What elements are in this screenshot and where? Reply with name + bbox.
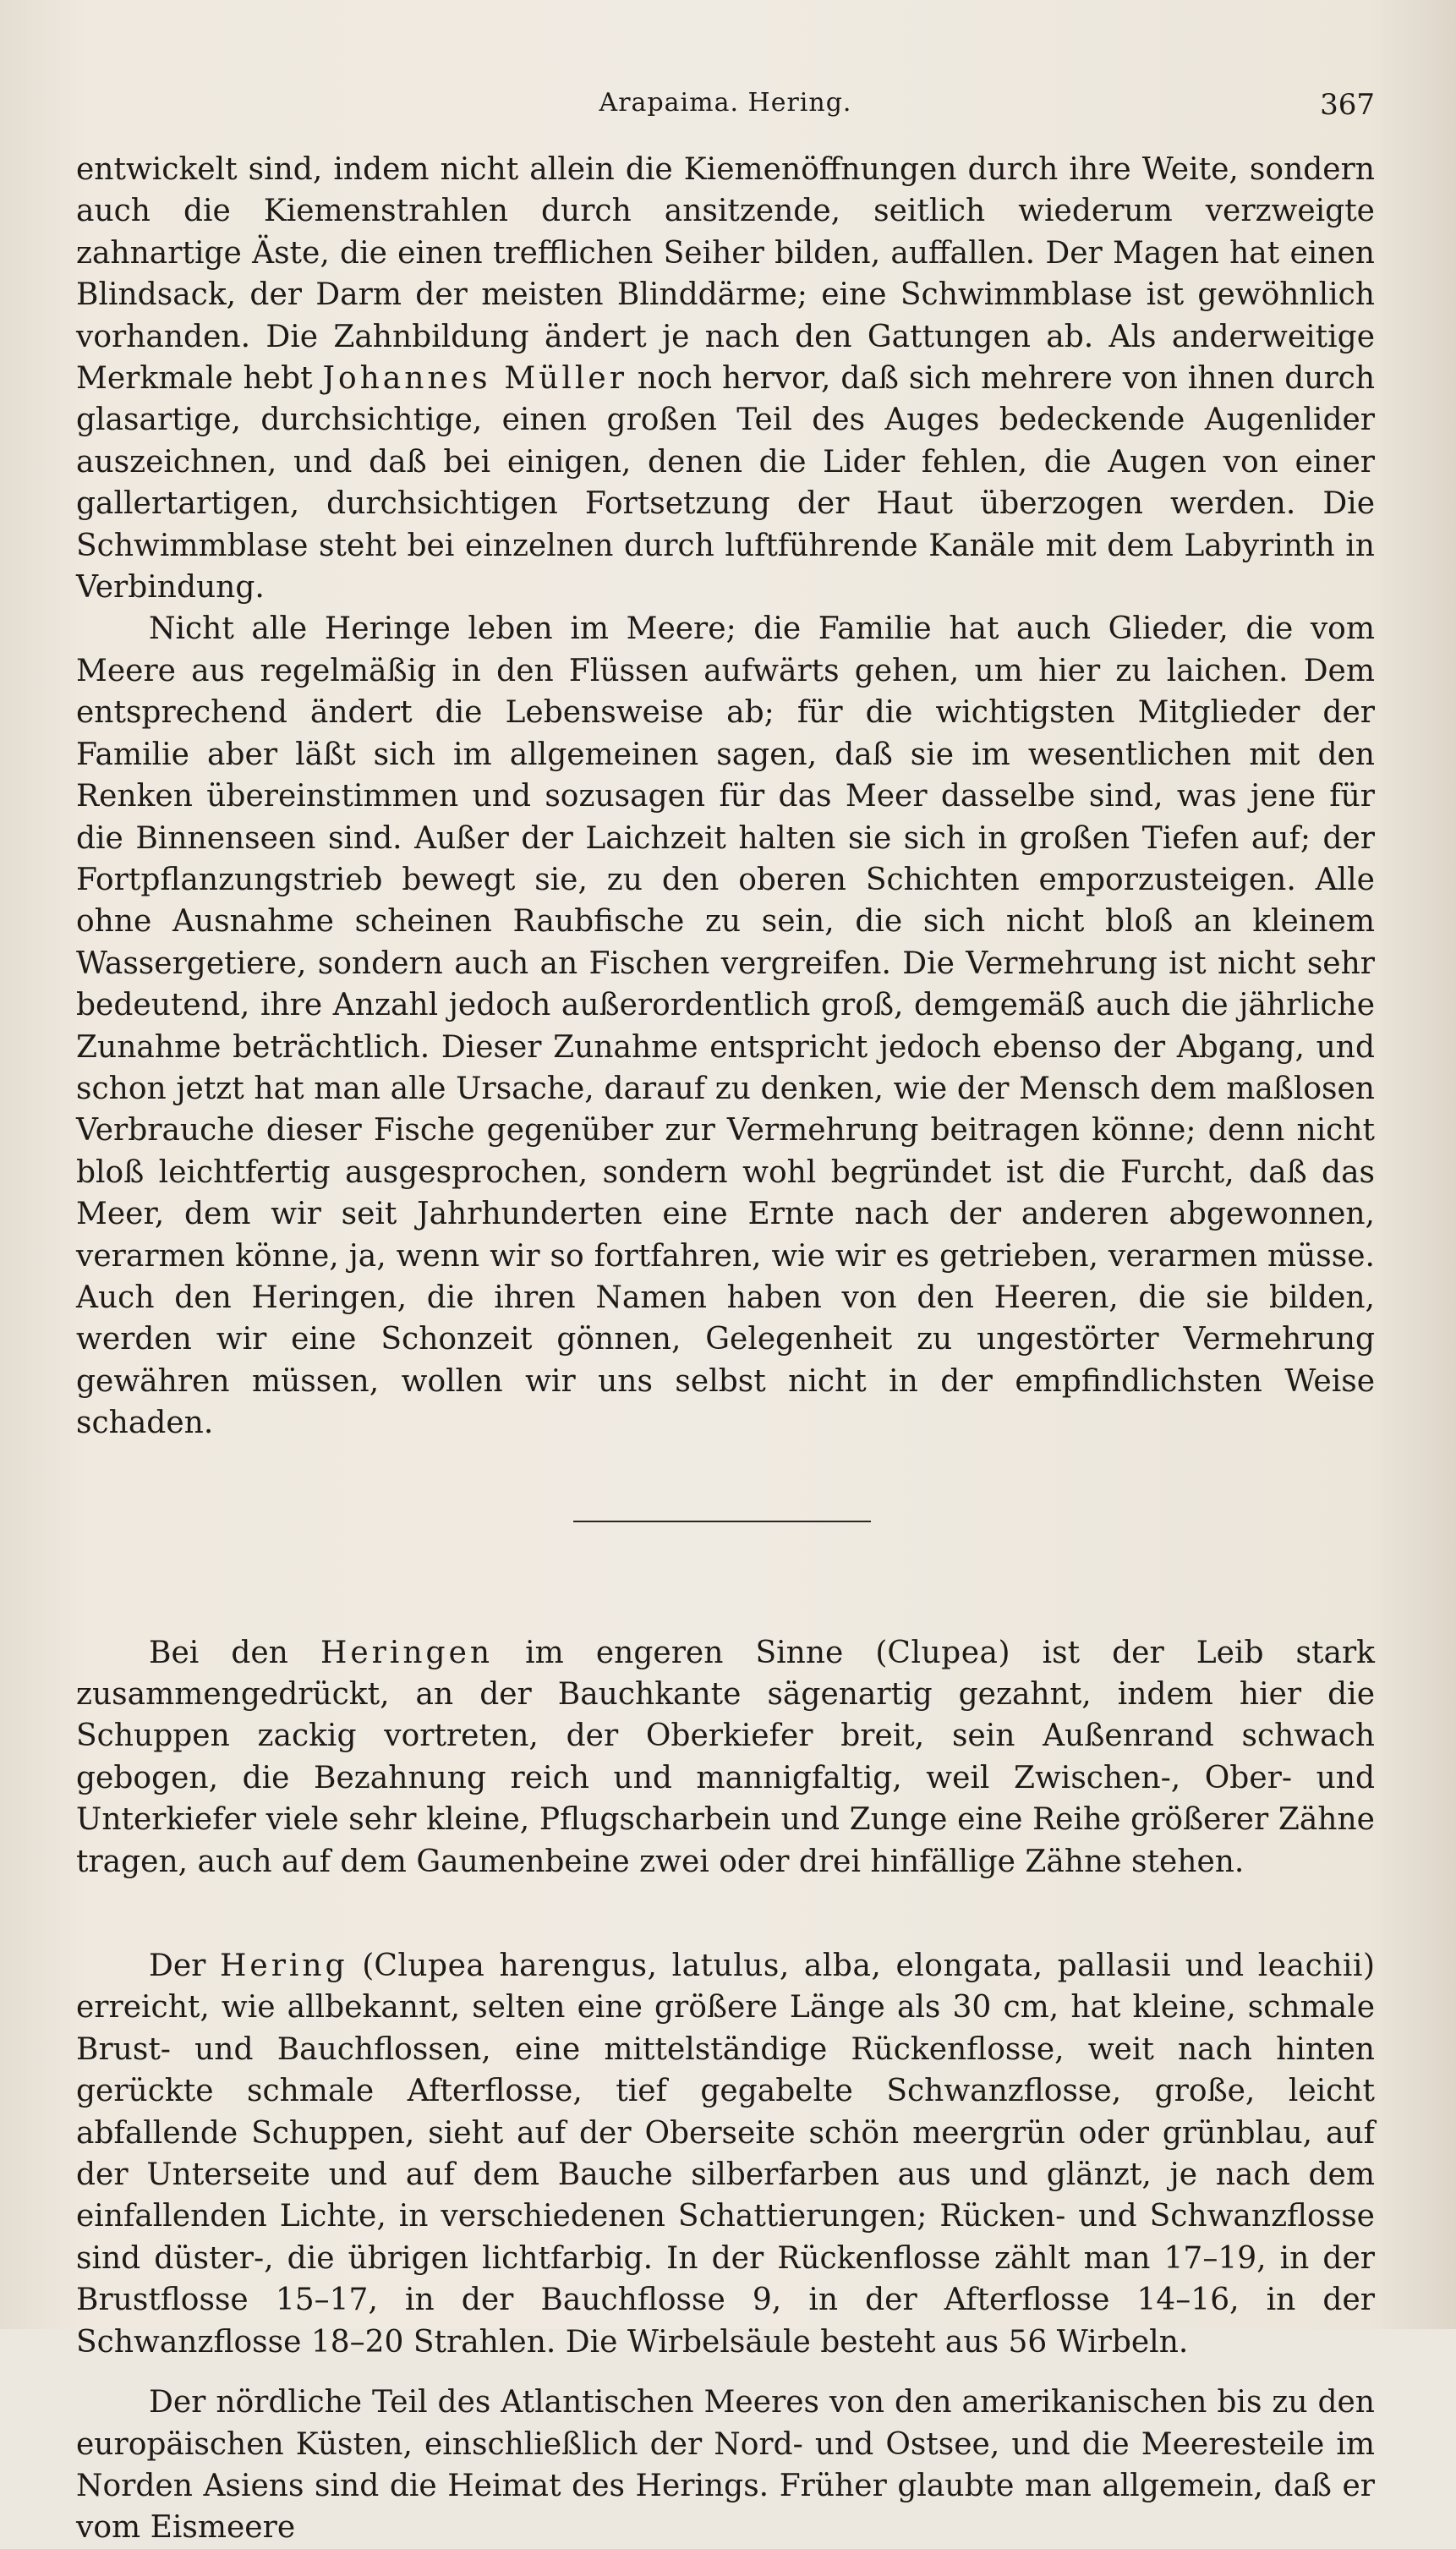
emphasized-term: Hering: [220, 1949, 348, 1984]
page-header: [76, 88, 1375, 129]
page-number: 367: [1320, 88, 1375, 122]
paragraph-clupea-genus: [76, 1632, 1375, 1883]
text-run: ) erreicht, wie allbekannt, selten eine größere Länge als 30 cm, hat kleine, schmale Brust- und Bauchflossen, eine mittelständige Rückenflosse, weit nach hinten gerückte schmale Afterflosse, tief gegabelte Schwanzflosse, große, leicht abfallende Schuppen, sieht auf der Oberseite schön meergrün oder grünblau, auf der Unterseite und auf dem Bauche silberfarben aus und glänzt, je nach dem einfallenden Lichte, in verschiedenen Schattierungen; Rücken- und Schwanzflosse sind düster-, die übrigen lichtfarbig. In der Rückenflosse zählt man 17–19, in der Brustflosse 15–17, in der Bauchflosse 9, in der Afterflosse 14–16, in der Schwanzflosse 18–20 Strahlen. Die Wirbelsäule besteht aus 56 Wirbeln.: [76, 1949, 1375, 2360]
paragraph-gap: [76, 1883, 1375, 1945]
body-text: [76, 149, 1375, 2549]
emphasized-term: Heringen: [320, 1635, 494, 1670]
latin-name: Clupea: [887, 1635, 999, 1670]
paragraph-hering-verbreitung: Der nördliche Teil des Atlantischen Meeres von den amerikanischen bis zu den europäischen Küsten, einschließlich der Nord- und Ostsee, und die Meeresteile im Norden Asiens sind die Heimat des Herings. Früher glaubte man allgemein, daß er vom Eismeere: [76, 2385, 1375, 2546]
section-break: [76, 1444, 1375, 1632]
text-run: und: [1185, 1949, 1245, 1984]
text-run: im engeren Sinne (: [525, 1635, 888, 1670]
section-divider-rule: [573, 1521, 871, 1522]
paragraph-gap: [76, 2363, 1375, 2382]
text-run: Bei den: [149, 1635, 288, 1670]
latin-synonym: leachii: [1257, 1949, 1363, 1984]
paragraph-hering-description: [76, 1945, 1375, 2363]
text-run: noch hervor, daß sich mehrere von ihnen durch glasartige, durchsichtige, einen großen Teil des Auges bedeckende Augenlider auszeichnen, und daß bei einigen, denen die Lider fehlen, die Augen von einer gallertartigen, durchsichtigen Fortsetzung der Haut überzogen werden. Die Schwimmblase steht bei einzelnen durch luftführende Kanäle mit dem Labyrinth in Verbindung.: [76, 361, 1376, 606]
paragraph-continuation: [76, 149, 1375, 608]
text-run: (: [362, 1949, 375, 1984]
paragraph-heringe-lebensweise: Nicht alle Heringe leben im Meere; die Familie hat auch Glieder, die vom Meere aus regelmäßig in den Flüssen aufwärts gehen, um hier zu laichen. Dem entsprechend ändert die Lebensweise ab; für die wichtigsten Mitglieder der Familie aber läßt sich im allgemeinen sagen, daß sie im wesentlichen mit den Renken übereinstimmen und sozusagen für das Meer dasselbe sind, was jene für die Binnenseen sind. Außer der Laichzeit halten sie sich in großen Tiefen auf; der Fortpflanzungstrieb bewegt sie, zu den oberen Schichten emporzusteigen. Alle ohne Ausnahme scheinen Raubfische zu sein, die sich nicht bloß an kleinem Wassergetiere, sondern auch an Fischen vergreifen. Die Vermehrung ist nicht sehr bedeutend, ihre Anzahl jedoch außerordentlich groß, demgemäß auch die jährliche Zunahme beträchtlich. Dieser Zunahme entspricht jedoch ebenso der Abgang, und schon jetzt hat man alle Ursache, darauf zu denken, wie der Mensch dem maßlosen Verbrauche dieser Fische gegenüber zur Vermehrung beitragen könne; denn nicht bloß leichtfertig ausgesprochen, sondern wohl begründet ist die Furcht, daß das Meer, dem wir seit Jahrhunderten eine Ernte nach der anderen abgewonnen, verarmen könne, ja, wenn wir so fortfahren, wie wir es getrieben, verarmen müsse. Auch den Heringen, die ihren Namen haben von den Heeren, die sie bilden, werden wir eine Schonzeit gönnen, Gelegenheit zu ungestörter Vermehrung gewähren müssen, wollen wir uns selbst nicht in der empfindlichsten Weise schaden.: [76, 611, 1375, 1441]
text-run: Der: [149, 1949, 206, 1984]
latin-synonyms: , latulus, alba, elongata, pallasii: [647, 1949, 1172, 1984]
person-name: Johannes Müller: [322, 361, 627, 397]
text-run: ) ist der Leib stark zusammengedrückt, an der Bauchkante sägenartig gezahnt, indem hier die Schuppen zackig vortreten, der Oberkiefer breit, sein Außenrand schwach gebogen, die Bezahnung reich und mannigfaltig, weil Zwischen-, Ober- und Unterkiefer viele sehr kleine, Pflugscharbein und Zunge eine Reihe größerer Zähne tragen, auch auf dem Gaumenbeine zwei oder drei hinfällige Zähne stehen.: [76, 1635, 1375, 1879]
latin-name: Clupea harengus: [374, 1949, 648, 1984]
running-head: Arapaima. Hering.: [599, 88, 852, 118]
text-run: entwickelt sind, indem nicht allein die Kiemenöffnungen durch ihre Weite, sondern auch die Kiemenstrahlen durch ansitzende, seitlich wiederum verzweigte zahnartige Äste, die einen trefflichen Seiher bilden, auffallen. Der Magen hat einen Blindsack, der Darm der meisten Blinddärme; eine Schwimmblase ist gewöhnlich vorhanden. Die Zahnbildung ändert je nach den Gattungen ab. Als anderweitige Merkmale hebt: [76, 152, 1375, 397]
